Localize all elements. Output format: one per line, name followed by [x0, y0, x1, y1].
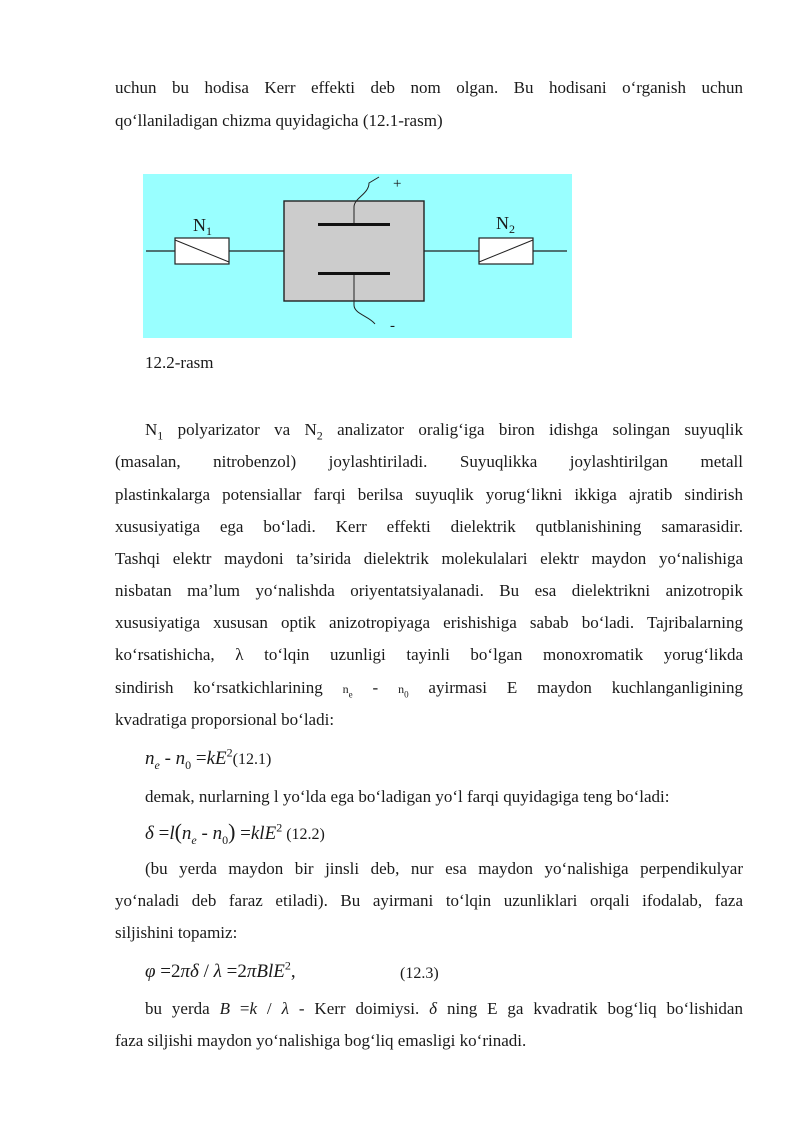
para1-line-6: nisbatan ma’lum yo‘nalishda oriyentatsiyalanadi. Bu esa dielektrikni anizotropik [115, 581, 743, 600]
para1-line-4: xususiyatiga ega bo‘ladi. Kerr effekti dielektrik qutblanishining samarasidir. [115, 517, 743, 536]
para4-line-2: faza siljishi maydon yo‘nalishiga bog‘liq emasligi ko‘rinadi. [115, 1031, 527, 1050]
intro-line-2: qo‘llaniladigan chizma quyidagicha (12.1-rasm) [115, 111, 443, 130]
minus-terminal-label: - [390, 318, 395, 334]
para1-line-2: (masalan, nitrobenzol) joylashtiriladi. Suyuqlikka joylashtirilgan metall [115, 452, 743, 471]
n2-label: $N_2$ [496, 213, 515, 236]
equation-12-1: $n_e - n_0 =kE^2(12.1)$ [145, 745, 272, 772]
para1-line-1: $N_1$ polyarizator va $N_2$ analizator oralig‘iga biron idishga solingan suyuqlik [145, 420, 743, 443]
intro-line-1: uchun bu hodisa Kerr effekti deb nom olgan. Bu hodisani o‘rganish uchun [115, 78, 743, 97]
para3-line-3: siljishini topamiz: [115, 923, 238, 942]
kerr-cell-diagram [143, 170, 572, 338]
para1-line-3: plastinkalarga potensiallar farqi berilsa suyuqlik yorug‘likni ikkiga ajratib sindirish [115, 485, 743, 504]
equation-12-3-number: (12.3) [400, 965, 439, 982]
analyzer-n2 [479, 238, 533, 264]
para1-line-10: kvadratiga proporsional bo‘ladi: [115, 710, 335, 729]
equation-12-2: $\delta =l(n_e - n_0) =klE^2$ (12.2) [145, 819, 325, 847]
n1-label: $N_1$ [193, 215, 212, 238]
equation-12-3: φ =2πδ / λ =2πBlE$^2$, [145, 958, 296, 982]
para4-line-1: bu yerda B =k / λ - Kerr doimiysi. δ ning E ga kvadratik bog‘liq bo‘lishidan [145, 999, 743, 1018]
para1-line-9: sindirish ko‘rsatkichlarining $n_e - n_0$ ayirmasi E maydon kuchlanganligining [115, 678, 743, 700]
top-plate [318, 223, 390, 226]
para3-line-2: yo‘naladi deb faraz etiladi). Bu ayirmani to‘lqin uzunliklari orqali ifodalab, faza [115, 891, 743, 910]
figure-caption: 12.2-rasm [145, 353, 214, 372]
para1-line-5: Tashqi elektr maydoni ta’sirida dielektrik molekulalari elektr maydon yo‘nalishiga [115, 549, 743, 568]
para1-line-7: xususiyatiga xususan optik anizotropiyaga erishishiga sabab bo‘ladi. Tajribalarning [115, 613, 743, 632]
plus-terminal-label: + [393, 176, 402, 192]
polarizer-n1 [175, 238, 229, 264]
bottom-plate [318, 272, 390, 275]
para3-line-1: (bu yerda maydon bir jinsli deb, nur esa maydon yo‘nalishiga perpendikulyar [145, 859, 743, 878]
para2-line-1: demak, nurlarning l yo‘lda ega bo‘ladigan yo‘l farqi quyidagiga teng bo‘ladi: [145, 787, 670, 806]
para1-line-8: ko‘rsatishicha, λ to‘lqin uzunligi tayinli bo‘lgan monoxromatik yorug‘likda [115, 645, 744, 664]
